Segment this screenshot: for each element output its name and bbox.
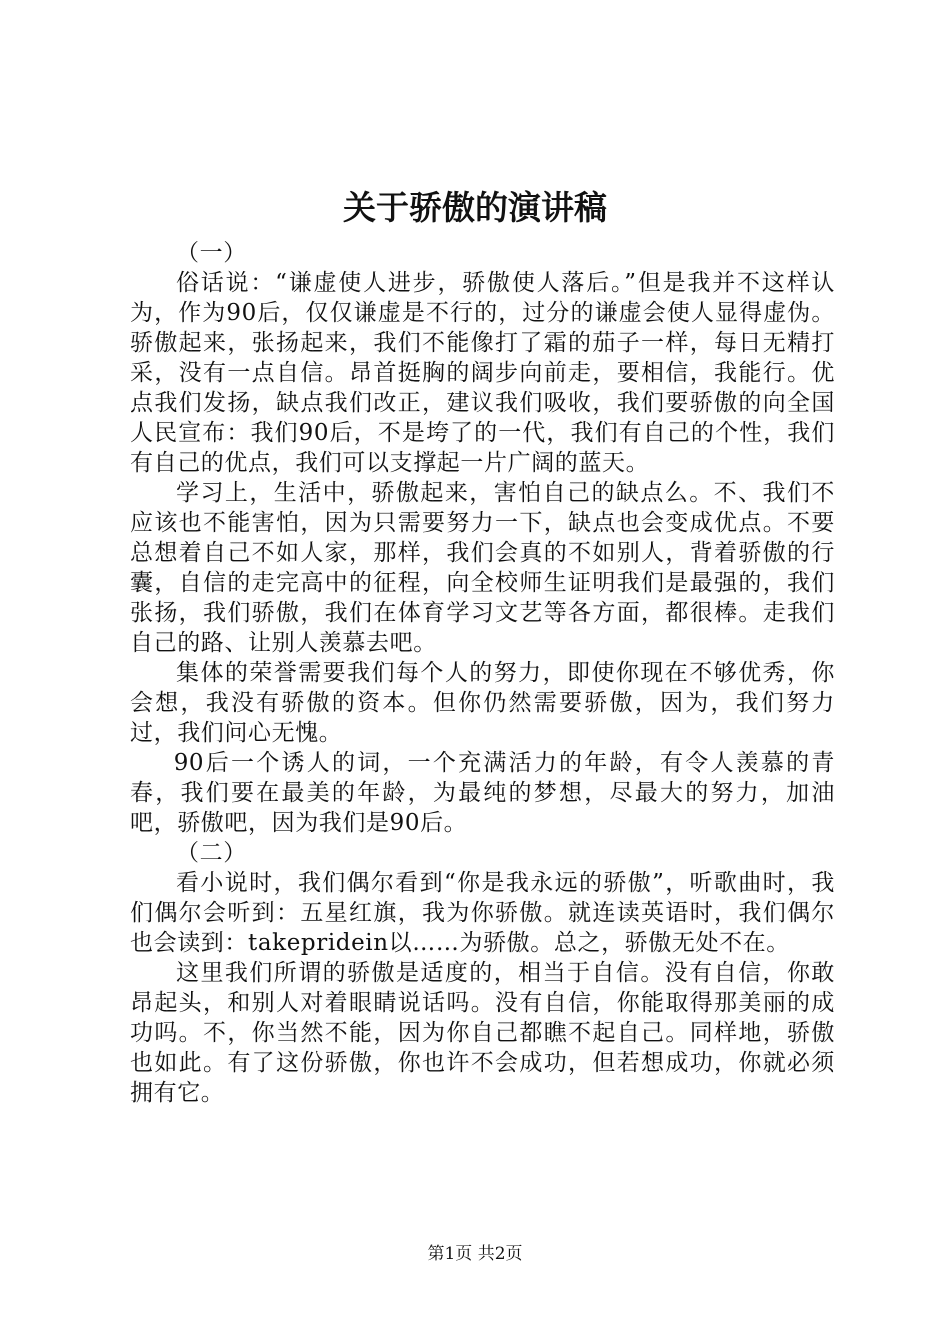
paragraph: 学习上，生活中，骄傲起来，害怕自己的缺点么。不、我们不应该也不能害怕，因为只需要努力一下，缺点也会变成优点。不要总想着自己不如人家，那样，我们会真的不如别人，背着骄傲的行囊，自信的走完高中的征程，向全校师生证明我们是最强的，我们张扬，我们骄傲，我们在体育学习文艺等各方面，都很棒。走我们自己的路、让别人羡慕去吧。 [130, 480, 835, 656]
section-heading-2: （二） [176, 840, 247, 866]
paragraph: 俗话说：“谦虚使人进步，骄傲使人落后。”但是我并不这样认为，作为90后，仅仅谦虚是不行的，过分的谦虚会使人显得虚伪。骄傲起来，张扬起来，我们不能像打了霜的茄子一样，每日无精打采，没有一点自信。昂首挺胸的阔步向前走，要相信，我能行。优点我们发扬，缺点我们改正，建议我们吸收，我们要骄傲的向全国人民宣布：我们90后，不是垮了的一代，我们有自己的个性，我们有自己的优点，我们可以支撑起一片广阔的蓝天。 [130, 270, 835, 476]
page-number-footer: 第1页 共2页 [427, 1244, 523, 1264]
section-heading-1: （一） [176, 240, 247, 266]
paragraph: 90后一个诱人的词，一个充满活力的年龄，有令人羡慕的青春，我们要在最美的年龄，为最纯的梦想，尽最大的努力，加油吧，骄傲吧，因为我们是90后。 [130, 750, 835, 836]
paragraph: 看小说时，我们偶尔看到“你是我永远的骄傲”，听歌曲时，我们偶尔会听到：五星红旗，我为你骄傲。就连读英语时，我们偶尔也会读到：takepridein以……为骄傲。总之，骄傲无处不在。 [130, 870, 835, 956]
document-body [130, 238, 835, 1108]
document-title: 关于骄傲的演讲稿 [343, 188, 607, 227]
paragraph: 这里我们所谓的骄傲是适度的，相当于自信。没有自信，你敢昂起头，和别人对着眼睛说话吗。没有自信，你能取得那美丽的成功吗。不，你当然不能，因为你自己都瞧不起自己。同样地，骄傲也如此。有了这份骄傲，你也许不会成功，但若想成功，你就必须拥有它。 [130, 960, 835, 1106]
paragraph: 集体的荣誉需要我们每个人的努力，即使你现在不够优秀，你会想，我没有骄傲的资本。但你仍然需要骄傲，因为，我们努力过，我们问心无愧。 [130, 660, 835, 746]
